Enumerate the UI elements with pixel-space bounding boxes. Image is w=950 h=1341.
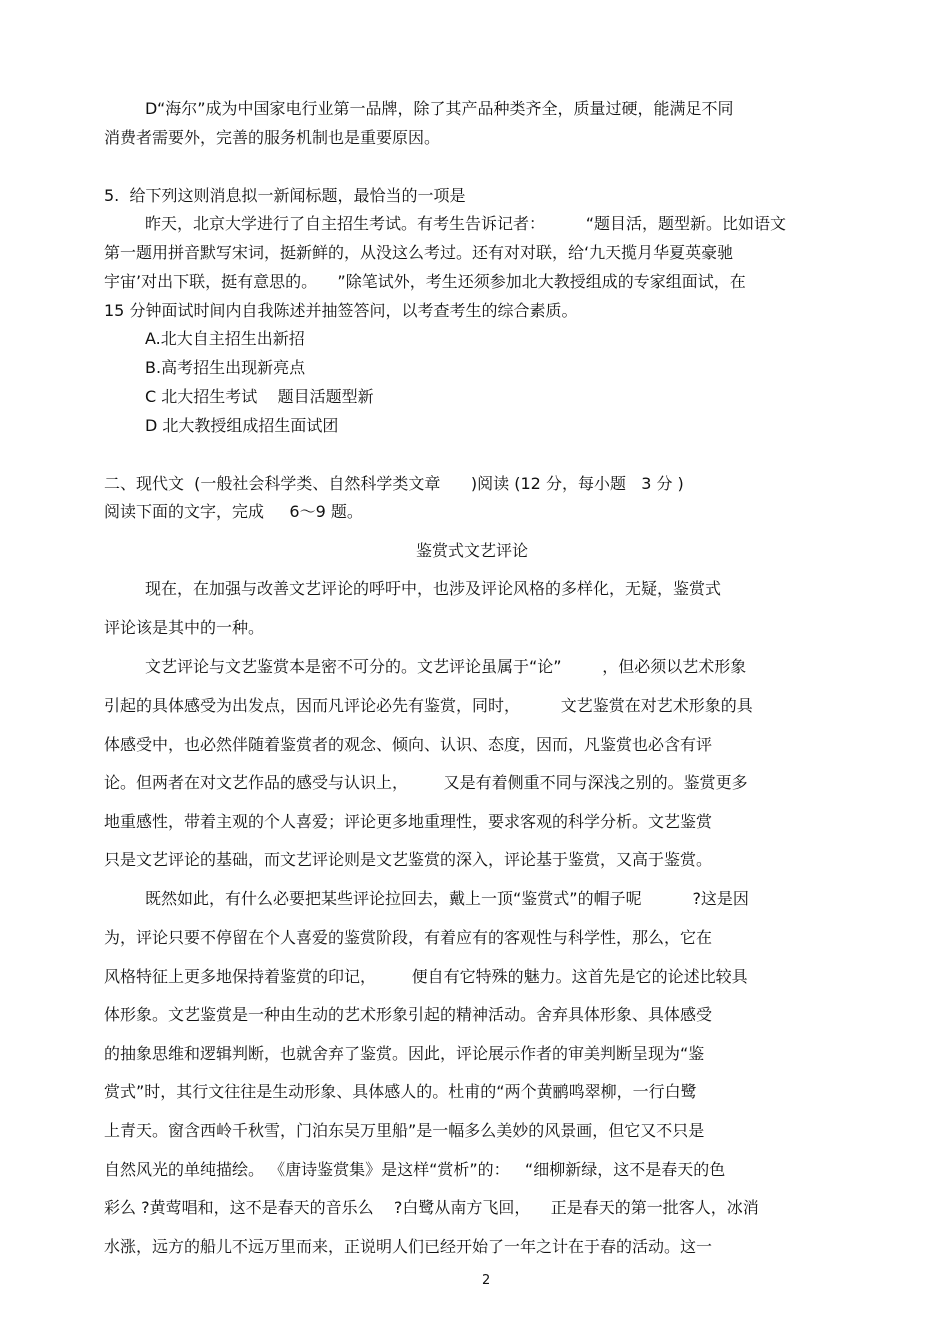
question-5-passage-line: 宇宙’对出下联，挺有意思的。 ”除笔试外，考生还须参加北大教授组成的专家组面试，在 bbox=[104, 272, 746, 291]
article-line: 体感受中，也必然伴随着鉴赏者的观念、倾向、认识、态度，因而，凡鉴赏也必含有评 bbox=[104, 735, 713, 754]
option-c: C 北大招生考试 题目活题型新 bbox=[145, 387, 374, 406]
article-line: 体形象。文艺鉴赏是一种由生动的艺术形象引起的精神活动。舍弃具体形象、具体感受 bbox=[104, 1005, 713, 1024]
article-line: 上青天。窗含西岭千秋雪，门泊东吴万里船”是一幅多么美妙的风景画，但它又不只是 bbox=[104, 1121, 705, 1140]
question-5-passage-line: 昨天，北京大学进行了自主招生考试。有考生告诉记者： “题目活，题型新。比如语文 bbox=[145, 214, 786, 233]
article-line: 自然风光的单纯描绘。 《唐诗鉴赏集》是这样“赏析”的： “细柳新绿，这不是春天的色 bbox=[104, 1160, 726, 1179]
article-title: 鉴赏式文艺评论 bbox=[416, 541, 529, 560]
article-line: 地重感性，带着主观的个人喜爱；评论更多地重理性，要求客观的科学分析。文艺鉴赏 bbox=[104, 812, 713, 831]
article-line: 赏式”时，其行文往往是生动形象、具体感人的。杜甫的“两个黄鹂鸣翠柳，一行白鹭 bbox=[104, 1082, 697, 1101]
option-a: A.北大自主招生出新招 bbox=[145, 329, 305, 348]
article-line: 论。但两者在对文艺作品的感受与认识上， 又是有着侧重不同与深浅之别的。鉴赏更多 bbox=[104, 773, 748, 792]
option-d: D 北大教授组成招生面试团 bbox=[145, 416, 339, 435]
question-5-passage-line: 15 分钟面试时间内自我陈述并抽签答问，以考查考生的综合素质。 bbox=[104, 301, 578, 320]
article-line: 只是文艺评论的基础，而文艺评论则是文艺鉴赏的深入，评论基于鉴赏，又高于鉴赏。 bbox=[104, 850, 713, 869]
article-line: 风格特征上更多地保持着鉴赏的印记， 便自有它特殊的魅力。这首先是它的论述比较具 bbox=[104, 967, 748, 986]
question-5-stem: 5. 给下列这则消息拟一新闻标题，最恰当的一项是 bbox=[104, 186, 466, 205]
article-line: 评论该是其中的一种。 bbox=[104, 618, 265, 637]
article-line: 为，评论只要不停留在个人喜爱的鉴赏阶段，有着应有的客观性与科学性，那么，它在 bbox=[104, 928, 713, 947]
article-line: 彩么 ?黄莺唱和，这不是春天的音乐么 ?白鹭从南方飞回， 正是春天的第一批客人，冰消 bbox=[104, 1198, 759, 1217]
option-d-line-1: D“海尔”成为中国家电行业第一品牌，除了其产品种类齐全，质量过硬，能满足不同 bbox=[145, 99, 734, 118]
page-number: 2 bbox=[482, 1273, 491, 1288]
section-heading: 二、现代文 (一般社会科学类、自然科学类文章 )阅读 (12 分，每小题 3 分 ) bbox=[104, 474, 684, 493]
option-b: B.高考招生出现新亮点 bbox=[145, 358, 306, 377]
option-d-line-2: 消费者需要外，完善的服务机制也是重要原因。 bbox=[104, 128, 441, 147]
question-5-passage-line: 第一题用拼音默写宋词，挺新鲜的，从没这么考过。还有对对联，给‘九天揽月华夏英豪驰 bbox=[104, 243, 734, 262]
article-line: 引起的具体感受为出发点，因而凡评论必先有鉴赏，同时， 文艺鉴赏在对艺术形象的具 bbox=[104, 696, 753, 715]
article-line: 现在，在加强与改善文艺评论的呼吁中，也涉及评论风格的多样化，无疑，鉴赏式 bbox=[145, 579, 722, 598]
article-line: 既然如此，有什么必要把某些评论拉回去，戴上一顶“鉴赏式”的帽子呢 ?这是因 bbox=[145, 889, 749, 908]
section-instruction: 阅读下面的文字，完成 6～9 题。 bbox=[104, 502, 363, 521]
article-line: 水涨，远方的船儿不远万里而来，正说明人们已经开始了一年之计在于春的活动。这一 bbox=[104, 1237, 713, 1256]
article-line: 的抽象思维和逻辑判断，也就舍弃了鉴赏。因此，评论展示作者的审美判断呈现为“鉴 bbox=[104, 1044, 705, 1063]
article-line: 文艺评论与文艺鉴赏本是密不可分的。文艺评论虽属于“论” ，但必须以艺术形象 bbox=[145, 657, 747, 676]
